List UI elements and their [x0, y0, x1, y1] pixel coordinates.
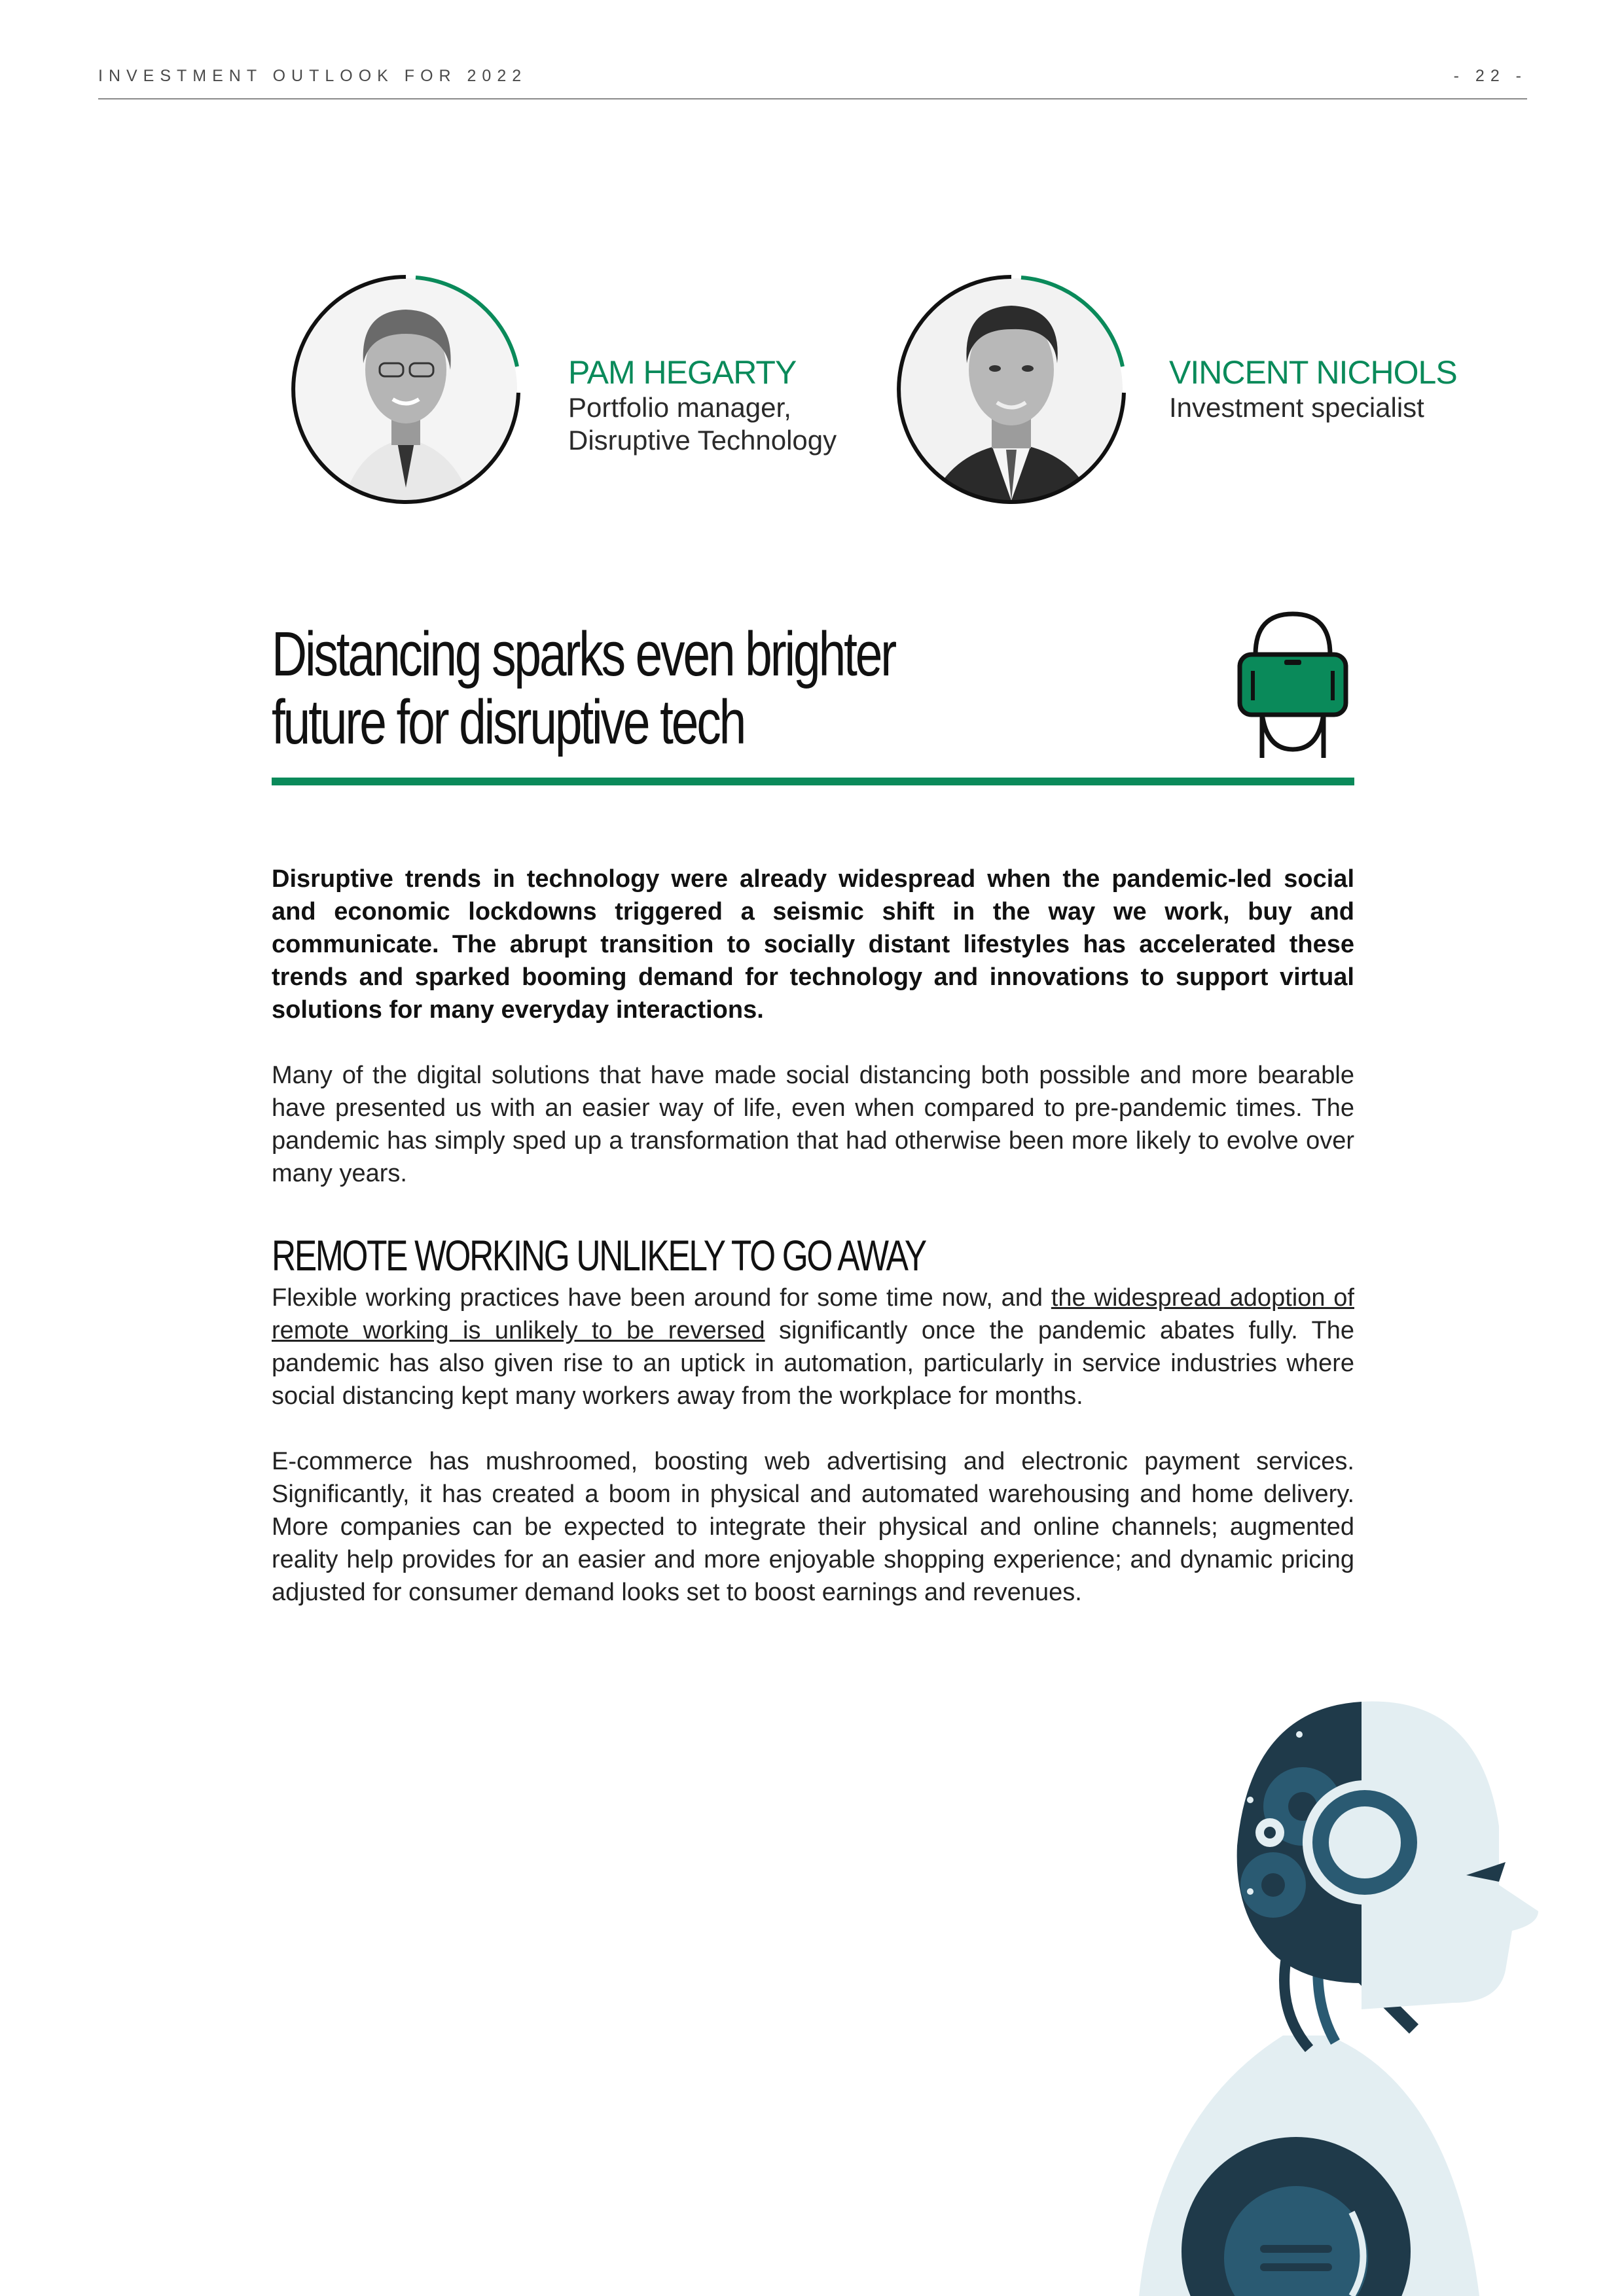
author-role-line1: Portfolio manager,: [568, 392, 791, 423]
article-title: Distancing sparks even brighter future for disruptive tech: [272, 619, 895, 757]
publication-title: INVESTMENT OUTLOOK FOR 2022: [98, 67, 528, 85]
page-header: [98, 65, 1527, 99]
section-heading: REMOTE WORKING UNLIKELY TO GO AWAY: [272, 1231, 926, 1280]
body-paragraph-2: Flexible working practices have been around for some time now, and the widespread adoption of remote working is unlikely to be reversed significantly once the pandemic abates fully. The pandemic has also given rise to an uptick in automation, particularly in service industries where social distancing kept many workers away from the workplace for months.: [272, 1284, 1355, 1410]
title-divider: [272, 778, 1354, 785]
author-name: PAM HEGARTY: [568, 354, 797, 391]
body-paragraph-1: Many of the digital solutions that have made social distancing both possible and more bearable have presented us with an easier way of life, even when compared to pre-pandemic times. The pandemic has simply sped up a transformation that had otherwise been more likely to evolve over many years.: [272, 1062, 1354, 1187]
lead-paragraph: Disruptive trends in technology were already widespread when the pandemic-led social and economic lockdowns triggered a seismic shift in the way we work, buy and communicate. The abrupt transition to socially distant lifestyles has accelerated these trends and sparked booming demand for technology and innovations to support virtual solutions for many everyday interactions.: [272, 865, 1354, 1024]
page-number: - 22 -: [1453, 67, 1527, 85]
author-role-line1: Investment specialist: [1169, 392, 1424, 423]
vr-headset-icon: [1231, 609, 1355, 766]
author-portrait-1: [288, 272, 524, 507]
author-role-line2: Disruptive Technology: [568, 425, 837, 456]
author-name: VINCENT NICHOLS: [1169, 354, 1457, 391]
robot-head-illustration: [1113, 1695, 1571, 2296]
body-paragraph-3: E-commerce has mushroomed, boosting web advertising and electronic payment services. Significantly, it has created a boom in physical and automated warehousing and home delivery. More companies can be expected to integrate their physical and online channels; augmented reality help provides for an easier and more enjoyable shopping experience; and dynamic pricing adjusted for consumer demand looks set to boost earnings and revenues.: [272, 1448, 1354, 1606]
author-portrait-2: [893, 272, 1129, 507]
remote-working-link[interactable]: the widespread adoption of remote working is unlikely to be reversed: [272, 1284, 1354, 1344]
